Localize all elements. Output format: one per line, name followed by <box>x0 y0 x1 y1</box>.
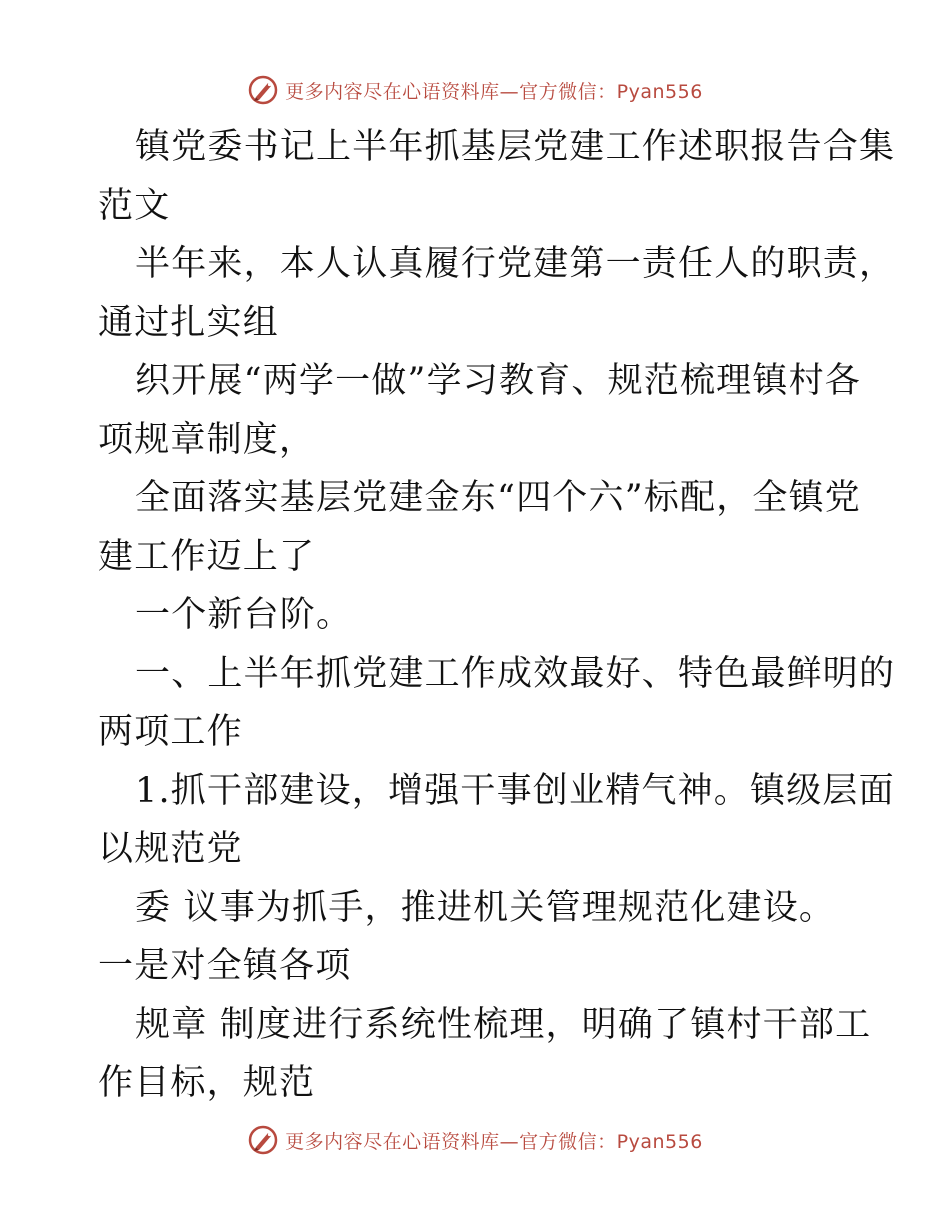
watermark-text: 更多内容尽在心语资料库—官方微信：Pyan556 <box>285 80 703 103</box>
watermark-text: 更多内容尽在心语资料库—官方微信：Pyan556 <box>285 1130 703 1153</box>
text-line: 一、上半年抓党建工作成效最好、特色最鲜明的 <box>135 653 896 694</box>
text-line: 织开展“两学一做”学习教育、规范梳理镇村各 <box>135 361 861 401</box>
page-header-watermark <box>0 70 950 110</box>
text-line: 规章 制度进行系统性梳理，明确了镇村干部工 <box>135 1004 872 1045</box>
text-line: 一个新台阶。 <box>135 595 353 635</box>
text-line: 1.抓干部建设，增强干事创业精气神。镇级层面 <box>135 770 895 811</box>
text-line: 项规章制度， <box>98 419 316 460</box>
text-line: 两项工作 <box>98 712 243 752</box>
text-line: 委 议事为抓手，推进机关管理规范化建设。 <box>135 887 836 928</box>
text-line: 以规范党 <box>98 829 243 869</box>
text-line: 全面落实基层党建金东“四个六”标配，全镇党 <box>135 478 861 518</box>
pen-logo-icon <box>247 74 279 106</box>
text-line: 通过扎实组 <box>98 302 280 343</box>
text-line: 半年来，本人认真履行党建第一责任人的职责， <box>135 244 896 284</box>
text-line: 一是对全镇各项 <box>98 946 352 986</box>
watermark-brand <box>247 74 703 106</box>
document-body <box>98 118 896 1113</box>
watermark-brand <box>247 1124 703 1156</box>
text-line: 作目标，规范 <box>98 1063 316 1103</box>
pen-logo-icon <box>247 1124 279 1156</box>
page-footer-watermark <box>0 1120 950 1160</box>
text-line: 镇党委书记上半年抓基层党建工作述职报告合集 <box>135 127 896 167</box>
text-line: 建工作迈上了 <box>98 536 316 577</box>
text-line: 范文 <box>98 185 171 226</box>
